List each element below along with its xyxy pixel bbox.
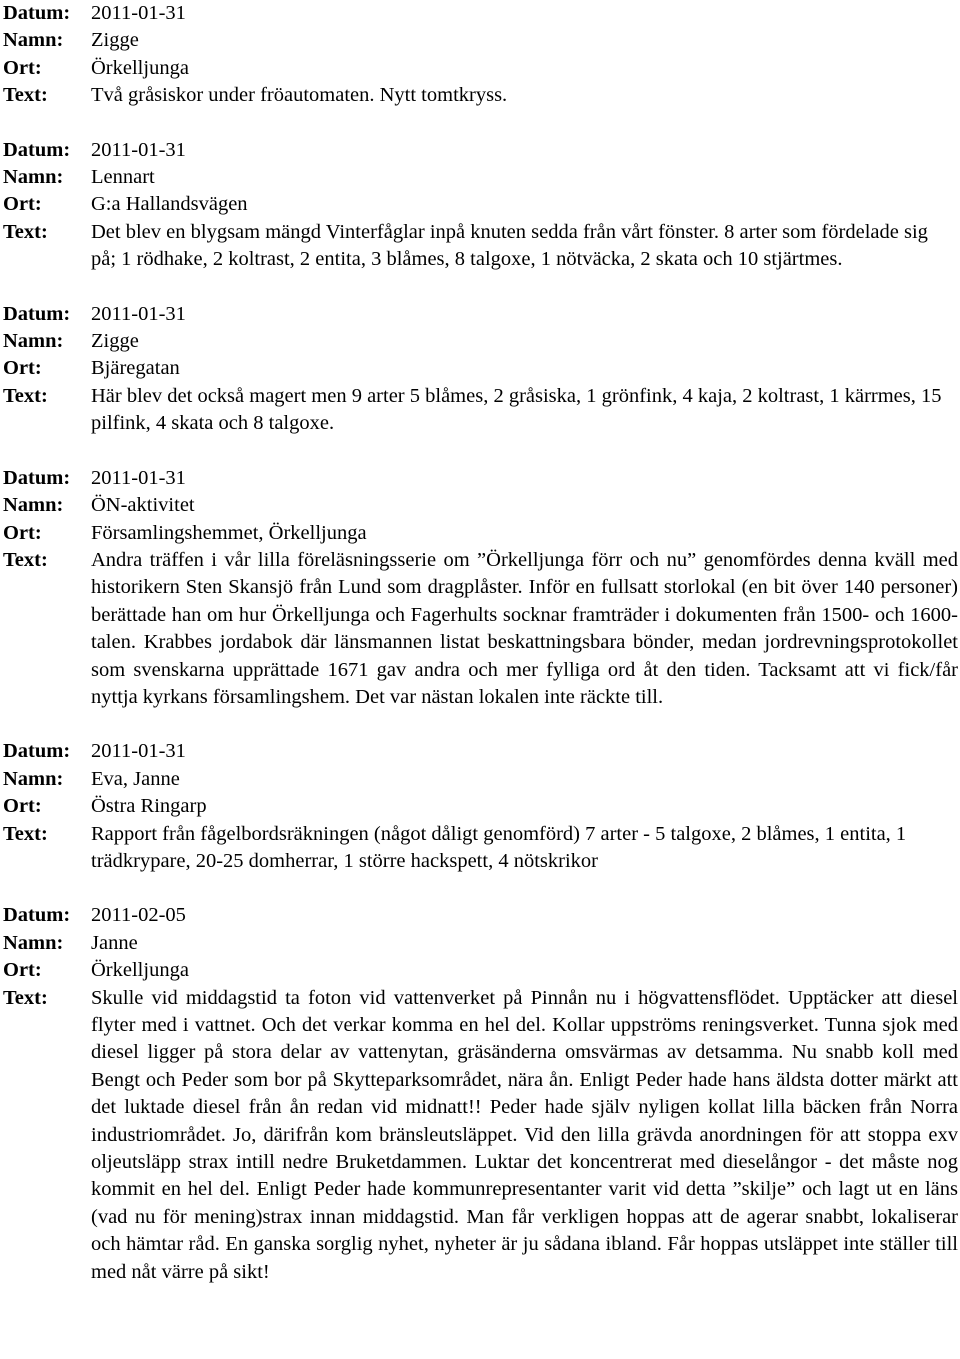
ort-label: Ort: bbox=[3, 357, 42, 380]
text-row bbox=[3, 82, 960, 109]
text-label: Text: bbox=[3, 384, 48, 407]
datum-label: Datum: bbox=[3, 466, 71, 489]
ort-value: G:a Hallandsvägen bbox=[91, 193, 248, 216]
text-row bbox=[3, 219, 960, 274]
namn-value: ÖN-aktivitet bbox=[91, 494, 195, 517]
namn-row bbox=[3, 766, 960, 793]
ort-value: Örkelljunga bbox=[91, 959, 189, 982]
datum-value: 2011-01-31 bbox=[91, 2, 186, 24]
ort-value: Östra Ringarp bbox=[91, 795, 207, 818]
ort-label: Ort: bbox=[3, 959, 42, 982]
datum-value: 2011-01-31 bbox=[91, 138, 186, 161]
namn-row bbox=[3, 930, 960, 957]
namn-label: Namn: bbox=[3, 29, 64, 52]
text-row bbox=[3, 383, 960, 438]
ort-row bbox=[3, 55, 960, 82]
text-value: Andra träffen i vår lilla föreläsningsserie om ”Örkelljunga förr och nu” genomfördes denna kväll med historikern Sten Skansjö från Lund som dragplåster. Inför en fullsatt storlokal (en bit över 140 personer) berättade han om hur Örkelljunga och Fagerhults socknar framträder i dokumenten från 1500- och 1600-talen. Krabbes jordabok där länsmannen listat beskattningsbara bönder, medan jordrevningsprotokollet som svenskarna upprättade 1671 gav andra och mer fylliga ord åt den tiden. Tacksamt att vi fick/får nyttja kyrkans församlingshem. Det var nästan lokalen inte räckte till. bbox=[91, 548, 958, 708]
datum-row bbox=[3, 902, 960, 929]
text-value: Två gråsiskor under fröautomaten. Nytt tomtkryss. bbox=[91, 84, 508, 107]
text-row bbox=[3, 547, 960, 711]
text-value: Här blev det också magert men 9 arter 5 blåmes, 2 gråsiska, 1 grönfink, 4 kaja, 2 koltrast, 1 kärrmes, 15 pilfink, 4 skata och 8 talgoxe. bbox=[91, 384, 942, 435]
datum-value: 2011-01-31 bbox=[91, 302, 186, 325]
ort-value: Örkelljunga bbox=[91, 56, 189, 79]
namn-label: Namn: bbox=[3, 931, 64, 954]
namn-label: Namn: bbox=[3, 166, 64, 189]
text-row bbox=[3, 821, 960, 876]
namn-value: Zigge bbox=[91, 29, 139, 52]
text-label: Text: bbox=[3, 220, 48, 243]
text-label: Text: bbox=[3, 986, 48, 1009]
ort-label: Ort: bbox=[3, 795, 42, 818]
ort-value: Församlingshemmet, Örkelljunga bbox=[91, 521, 367, 544]
text-label: Text: bbox=[3, 548, 48, 571]
entry bbox=[3, 301, 960, 438]
text-label: Text: bbox=[3, 822, 48, 845]
datum-label: Datum: bbox=[3, 904, 71, 927]
datum-label: Datum: bbox=[3, 2, 71, 24]
namn-row bbox=[3, 164, 960, 191]
datum-value: 2011-02-05 bbox=[91, 904, 186, 927]
datum-row bbox=[3, 137, 960, 164]
datum-row bbox=[3, 0, 960, 27]
ort-label: Ort: bbox=[3, 56, 42, 79]
namn-value: Janne bbox=[91, 931, 138, 954]
text-value: Rapport från fågelbordsräkningen (något dåligt genomförd) 7 arter - 5 talgoxe, 2 blåmes, 1 entita, 1 trädkrypare, 20-25 domherrar, 1 större hackspett, 4 nötskrikor bbox=[91, 822, 907, 872]
datum-row bbox=[3, 465, 960, 492]
entry bbox=[3, 465, 960, 712]
datum-value: 2011-01-31 bbox=[91, 740, 186, 763]
namn-value: Eva, Janne bbox=[91, 767, 180, 790]
datum-row bbox=[3, 738, 960, 765]
ort-row bbox=[3, 957, 960, 984]
text-label: Text: bbox=[3, 84, 48, 107]
namn-row bbox=[3, 328, 960, 355]
datum-label: Datum: bbox=[3, 740, 71, 763]
ort-row bbox=[3, 355, 960, 382]
datum-row bbox=[3, 301, 960, 328]
entry bbox=[3, 137, 960, 274]
entry bbox=[3, 0, 960, 110]
namn-label: Namn: bbox=[3, 494, 64, 517]
entry bbox=[3, 738, 960, 875]
datum-label: Datum: bbox=[3, 138, 71, 161]
ort-label: Ort: bbox=[3, 521, 42, 544]
namn-row bbox=[3, 27, 960, 54]
namn-row bbox=[3, 492, 960, 519]
namn-label: Namn: bbox=[3, 767, 64, 790]
namn-value: Lennart bbox=[91, 166, 155, 189]
ort-row bbox=[3, 520, 960, 547]
ort-label: Ort: bbox=[3, 193, 42, 216]
ort-row bbox=[3, 191, 960, 218]
datum-value: 2011-01-31 bbox=[91, 466, 186, 489]
text-row bbox=[3, 985, 960, 1286]
ort-value: Bjäregatan bbox=[91, 357, 180, 380]
text-value: Skulle vid middagstid ta foton vid vattenverket på Pinnån nu i högvattensflödet. Upptäcker att diesel flyter med i vattnet. Och det verkar komma en hel del. Kollar uppströms reningsverket. Tunna sjok med diesel ligger på stora delar av vattenytan, gräsänderna omsvärmas av detsamma. Nu snabb koll med Bengt och Peder som bor på Skytteparksområdet, nära ån. Enligt Peder hade hans äldsta dotter märkt att det luktade diesel från ån redan vid midnatt!! Peder hade själv nyligen kollat lilla bäcken från Norra industriområdet. Jo, därifrån kom bränsleutsläppet. Vid den lilla grävda anordningen för att stoppa exv oljeutsläpp strax intill nedre Bruketdammen. Luktar det koncentrerat med dieselångor - det måste nog kommit en hel del. Enligt Peder hade kommunrepresentanter varit vid detta ”skilje” och lagt ut en läns (vad nu för mening)strax innan middagstid. Man får verkligen hoppas att de agerar snabbt, lokaliserar och hämtar råd. En ganska sorglig nyhet, nyheter är ju sådana ibland. Får hoppas utsläppet inte ställer till med nåt värre på sikt! bbox=[91, 986, 958, 1283]
entry bbox=[3, 902, 960, 1286]
namn-value: Zigge bbox=[91, 330, 139, 353]
namn-label: Namn: bbox=[3, 330, 64, 353]
ort-row bbox=[3, 793, 960, 820]
text-value: Det blev en blygsam mängd Vinterfåglar inpå knuten sedda från vårt fönster. 8 arter som fördelade sig på; 1 rödhake, 2 koltrast, 2 entita, 3 blåmes, 8 talgoxe, 1 nötväcka, 2 skata och 10 stjärtmes. bbox=[91, 220, 928, 271]
datum-label: Datum: bbox=[3, 302, 71, 325]
